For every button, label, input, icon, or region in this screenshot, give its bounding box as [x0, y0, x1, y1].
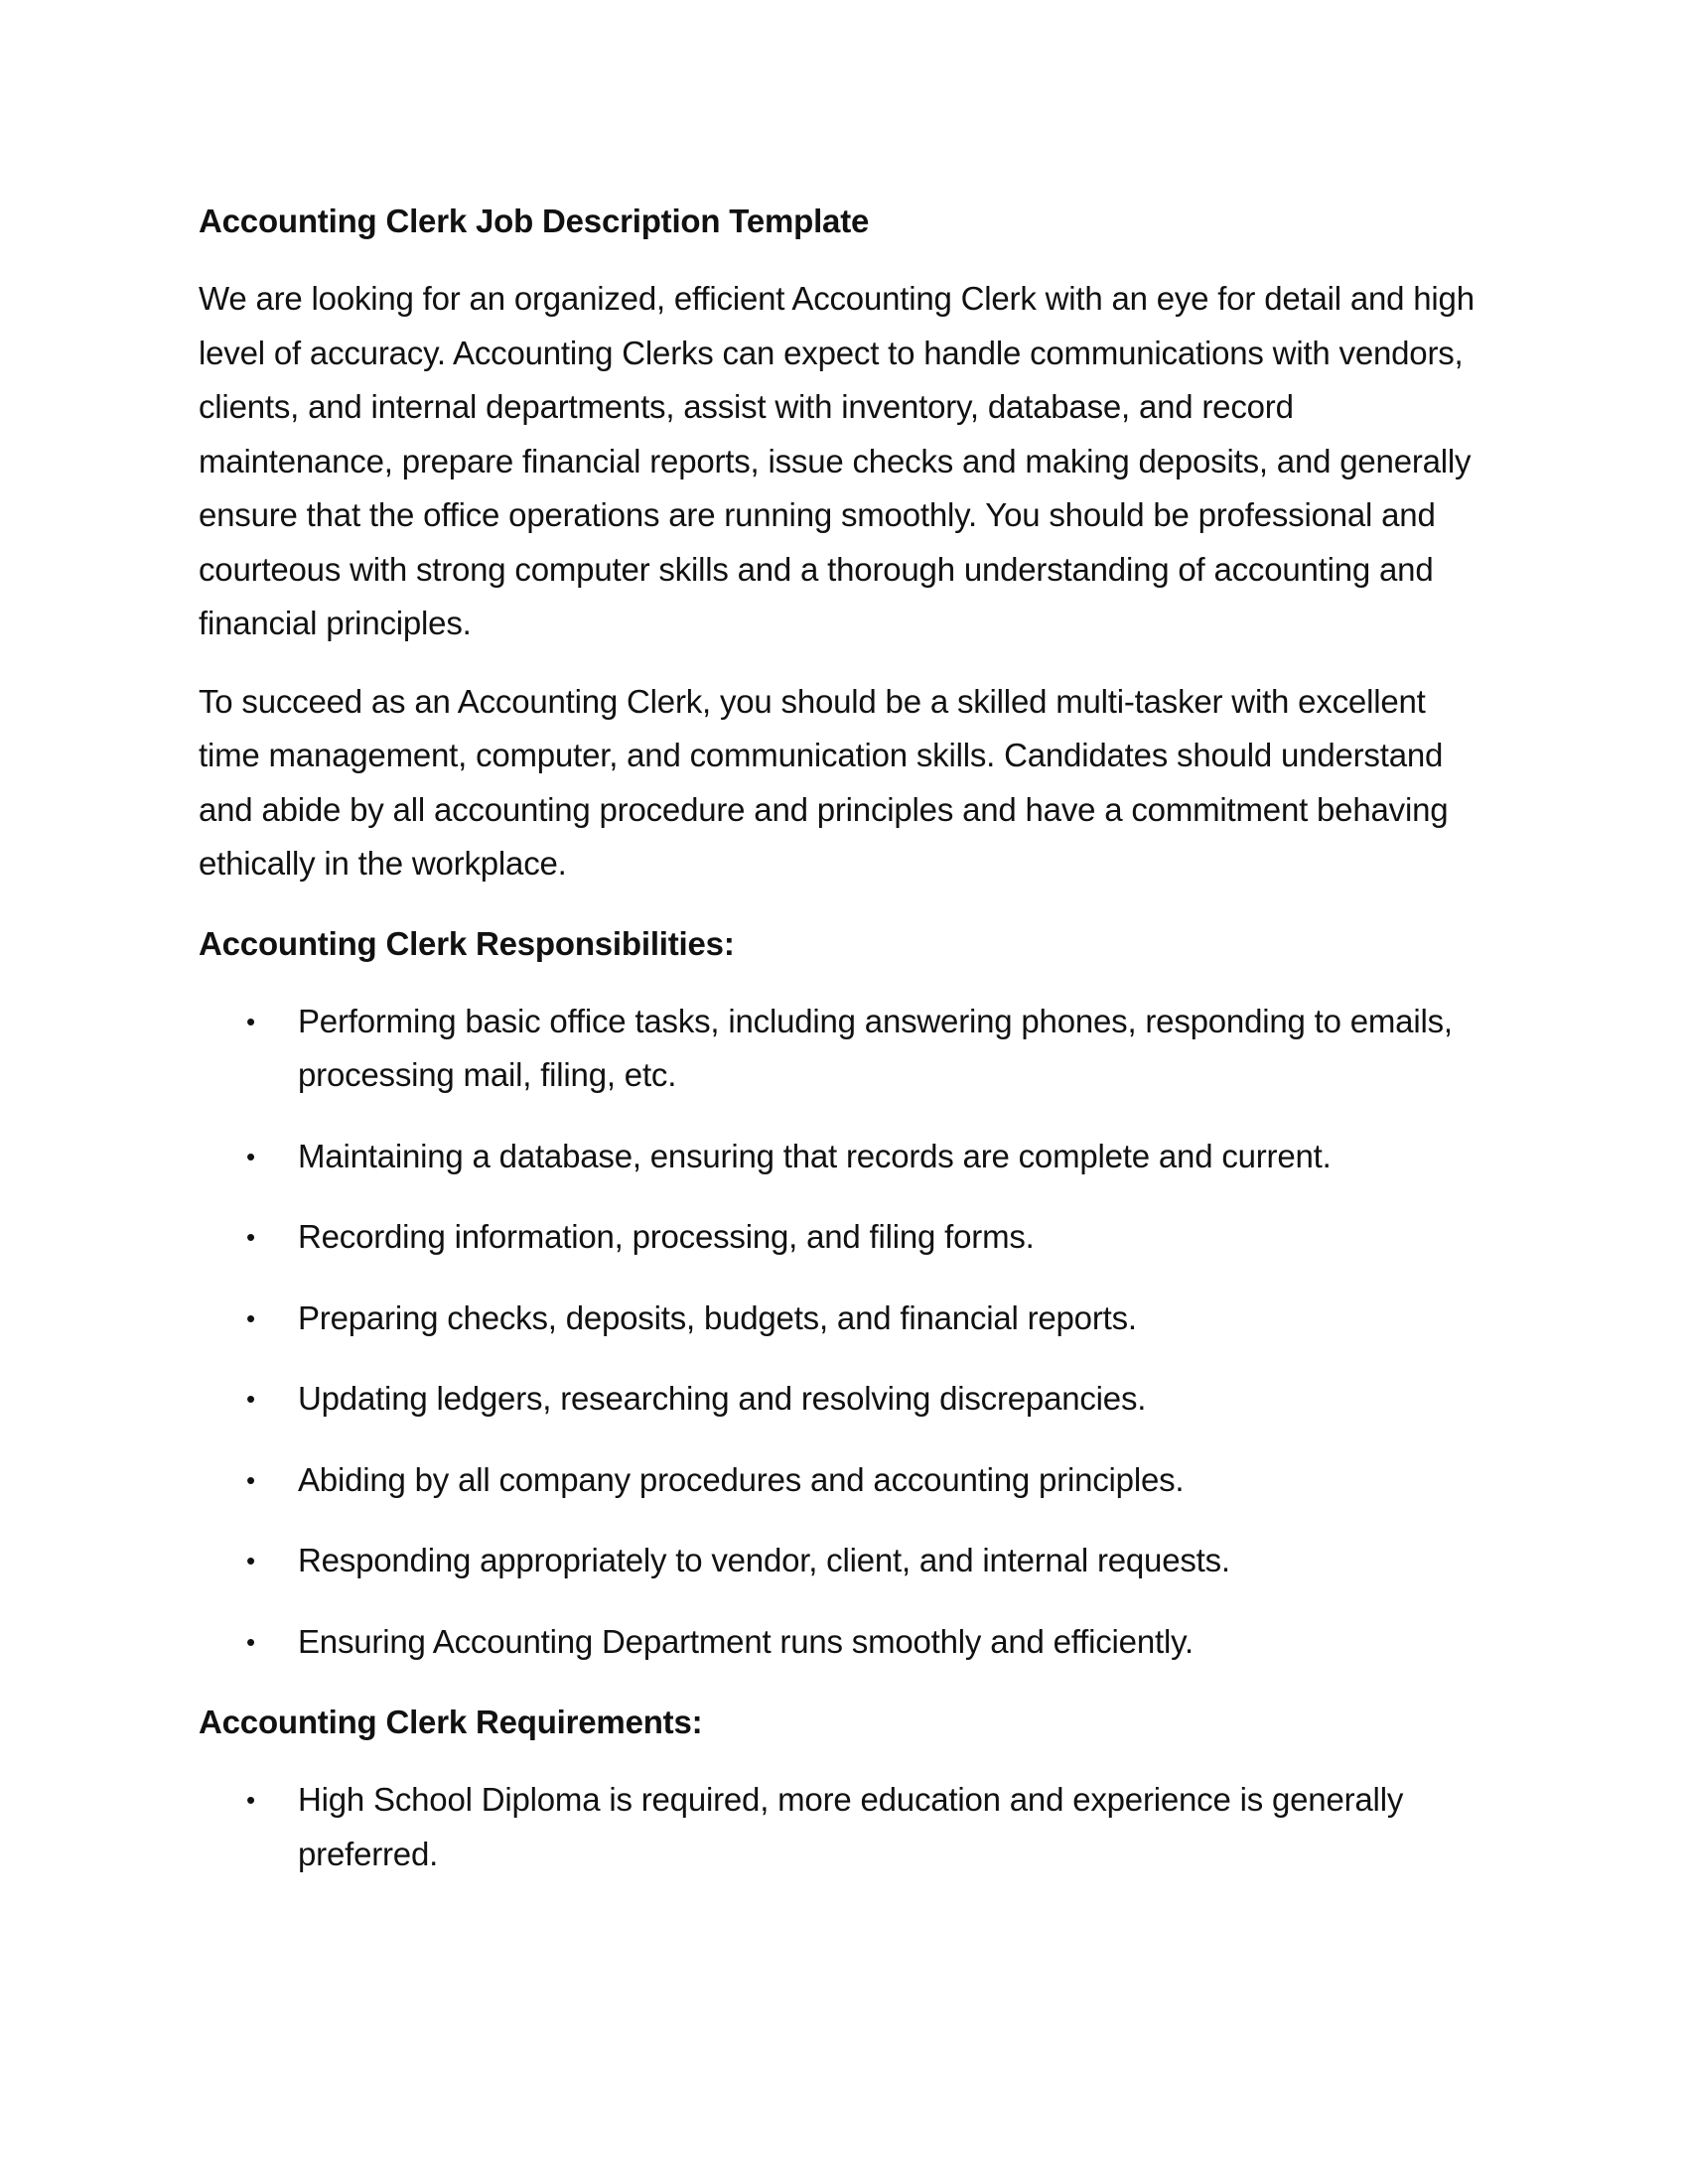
responsibility-text: Abiding by all company procedures and accounting principles.	[298, 1460, 1185, 1498]
requirements-list	[199, 1773, 1489, 1881]
responsibility-text: Preparing checks, deposits, budgets, and financial reports.	[298, 1298, 1137, 1336]
bullet-icon: •	[246, 1006, 255, 1036]
responsibility-item	[199, 1615, 1489, 1670]
bullet-icon: •	[246, 1302, 255, 1333]
bullet-icon: •	[246, 1141, 255, 1171]
requirement-item	[199, 1773, 1489, 1881]
bullet-icon: •	[246, 1626, 255, 1657]
bullet-icon: •	[246, 1384, 255, 1414]
responsibility-text: Maintaining a database, ensuring that records are complete and current.	[298, 1137, 1332, 1174]
requirements-heading: Accounting Clerk Requirements:	[199, 1704, 703, 1740]
responsibility-item	[199, 1534, 1489, 1588]
responsibility-text: Updating ledgers, researching and resolving discrepancies.	[298, 1380, 1147, 1417]
responsibility-text: Performing basic office tasks, including answering phones, responding to emails, processing mail, filing, etc.	[298, 1002, 1453, 1093]
bullet-icon: •	[246, 1464, 255, 1495]
requirement-text: High School Diploma is required, more education and experience is generally preferred.	[298, 1781, 1404, 1872]
responsibility-text: Responding appropriately to vendor, client, and internal requests.	[298, 1542, 1230, 1578]
responsibility-item	[199, 1292, 1489, 1346]
responsibility-item	[199, 995, 1489, 1103]
responsibility-item	[199, 1453, 1489, 1508]
responsibility-text: Ensuring Accounting Department runs smoothly and efficiently.	[298, 1622, 1194, 1660]
responsibility-item	[199, 1130, 1489, 1184]
responsibility-text: Recording information, processing, and filing forms.	[298, 1218, 1035, 1255]
document-body	[199, 195, 1489, 1908]
success-paragraph: To succeed as an Accounting Clerk, you should be a skilled multi-tasker with excellent time management, computer, and communication skills. Candidates should understand and abide by all accounting procedure and principles and have a commitment behaving ethically in the workplace.	[199, 682, 1449, 882]
bullet-icon: •	[246, 1785, 255, 1815]
responsibility-item	[199, 1372, 1489, 1427]
document-title: Accounting Clerk Job Description Template	[199, 203, 870, 239]
responsibilities-list	[199, 995, 1489, 1670]
bullet-icon: •	[246, 1222, 255, 1252]
intro-paragraph: We are looking for an organized, efficient Accounting Clerk with an eye for detail and high level of accuracy. Accounting Clerks can expect to handle communications with vendors, clients, and internal departments, assist with inventory, database, and record maintenance, prepare financial reports, issue checks and making deposits, and generally ensure that the office operations are running smoothly. You should be professional and courteous with strong computer skills and a thorough understanding of accounting and financial principles.	[199, 280, 1475, 641]
responsibilities-heading: Accounting Clerk Responsibilities:	[199, 924, 735, 962]
responsibility-item	[199, 1210, 1489, 1265]
bullet-icon: •	[246, 1546, 255, 1575]
